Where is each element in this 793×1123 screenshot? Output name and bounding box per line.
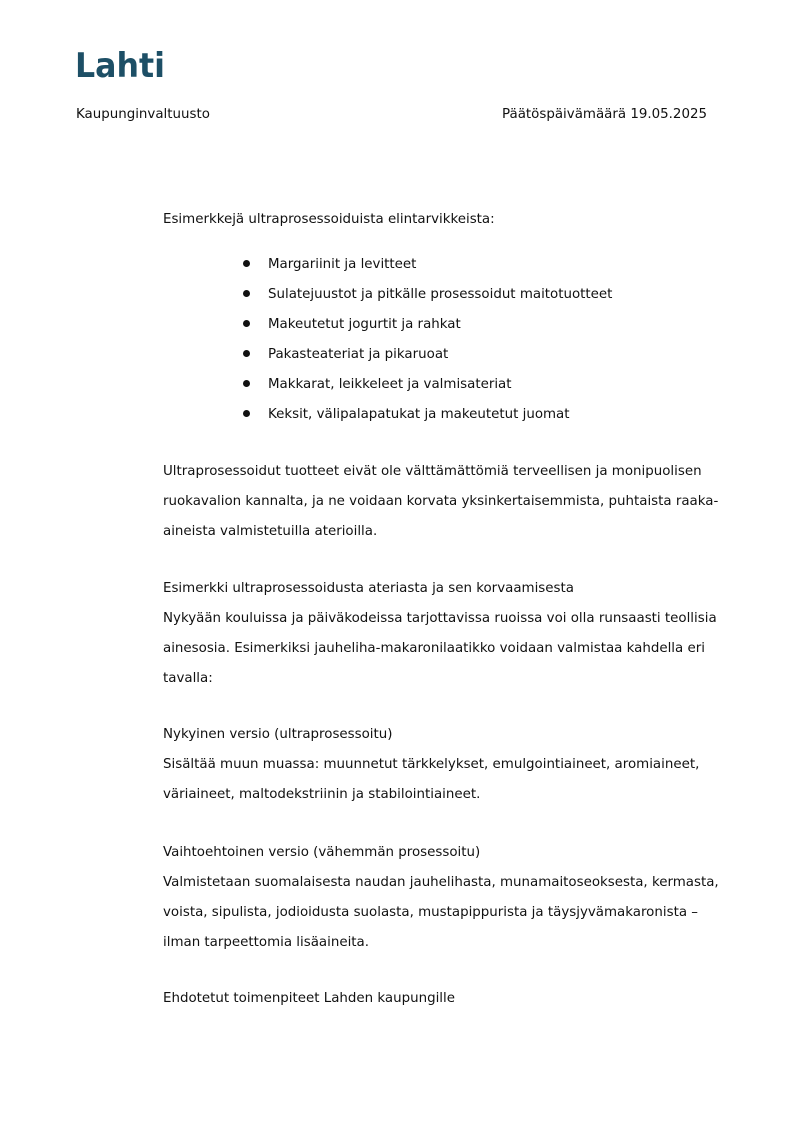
examples-list	[163, 250, 723, 430]
decision-date: Päätöspäivämäärä 19.05.2025	[502, 107, 707, 122]
examples-intro: Esimerkkejä ultraprosessoiduista elintarvikkeista:	[163, 212, 495, 227]
bullet-icon	[243, 410, 250, 417]
bullet-icon	[243, 260, 250, 267]
list-item: Sulatejuustot ja pitkälle prosessoidut maitotuotteet	[163, 280, 723, 310]
paragraph-current-version	[163, 720, 723, 810]
text-line: Nykyään kouluissa ja päiväkodeissa tarjottavissa ruoissa voi olla runsaasti teollisia	[163, 611, 717, 626]
list-item: Makkarat, leikkeleet ja valmisateriat	[163, 370, 723, 400]
svg-text:Lahti: Lahti	[75, 46, 165, 82]
bullet-icon	[243, 380, 250, 387]
section-heading: Nykyinen versio (ultraprosessoitu)	[163, 727, 393, 742]
paragraph-example-meal	[163, 574, 723, 694]
list-item: Keksit, välipalapatukat ja makeutetut juomat	[163, 400, 723, 430]
list-item: Makeutetut jogurtit ja rahkat	[163, 310, 723, 340]
lahti-logo-mark	[75, 46, 167, 82]
paragraph-proposed-actions	[163, 984, 723, 1014]
text-line: Ultraprosessoidut tuotteet eivät ole välttämättömiä terveellisen ja monipuolisen	[163, 464, 702, 479]
lahti-logo	[75, 46, 167, 82]
organization-label: Kaupunginvaltuusto	[76, 107, 210, 122]
text-line: Sisältää muun muassa: muunnetut tärkkelykset, emulgointiaineet, aromiaineet,	[163, 757, 700, 772]
paragraph-replacement	[163, 457, 723, 547]
paragraph-alternative-version	[163, 838, 723, 958]
list-item: Margariinit ja levitteet	[163, 250, 723, 280]
list-item: Pakasteateriat ja pikaruoat	[163, 340, 723, 370]
text-line: ainesosia. Esimerkiksi jauheliha-makaronilaatikko voidaan valmistaa kahdella eri	[163, 641, 705, 656]
bullet-icon	[243, 290, 250, 297]
section-heading: Esimerkki ultraprosessoidusta ateriasta ja sen korvaamisesta	[163, 581, 574, 596]
text-line: tavalla:	[163, 671, 213, 686]
bullet-icon	[243, 350, 250, 357]
text-line: aineista valmistetuilla aterioilla.	[163, 524, 378, 539]
text-line: väriaineet, maltodekstriinin ja stabilointiaineet.	[163, 787, 481, 802]
text-line: voista, sipulista, jodioidusta suolasta, mustapippurista ja täysjyvämakaronista –	[163, 905, 698, 920]
text-line: ilman tarpeettomia lisäaineita.	[163, 935, 369, 950]
section-heading: Ehdotetut toimenpiteet Lahden kaupungille	[163, 991, 455, 1006]
bullet-icon	[243, 320, 250, 327]
section-heading: Vaihtoehtoinen versio (vähemmän prosessoitu)	[163, 845, 481, 860]
text-line: Valmistetaan suomalaisesta naudan jauhelihasta, munamaitoseoksesta, kermasta,	[163, 875, 719, 890]
text-line: ruokavalion kannalta, ja ne voidaan korvata yksinkertaisemmista, puhtaista raaka-	[163, 494, 719, 509]
